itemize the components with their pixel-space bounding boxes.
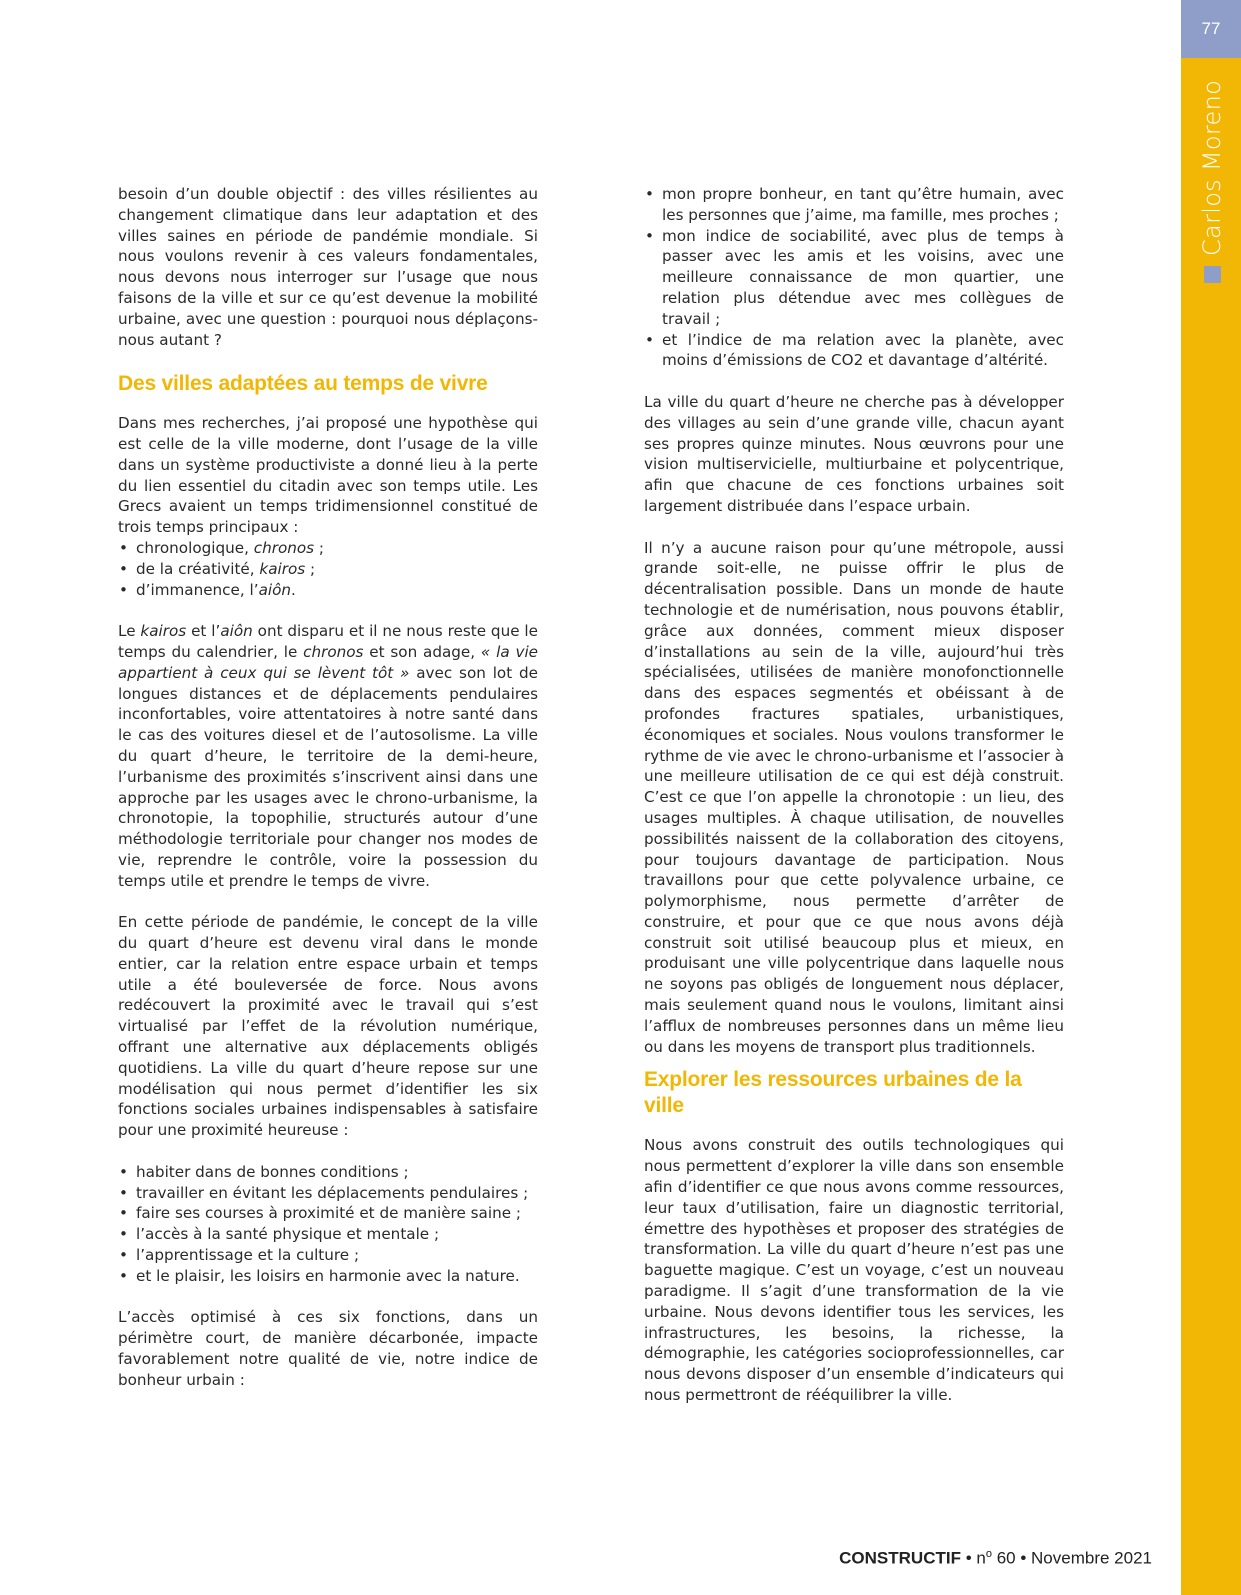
- list-item: • chronologique, chronos ;: [118, 538, 538, 559]
- list-item: • l’accès à la santé physique et mentale ;: [118, 1224, 538, 1245]
- paragraph: Dans mes recherches, j’ai proposé une hypothèse qui est celle de la ville moderne, dont l’usage de la ville dans un système productiviste a donné lieu à la perte du lien essentiel du citadin avec son temps utile. Les Grecs avaient un temps tridimensionnel constitué de trois temps principaux :: [118, 414, 538, 537]
- issue-date: Novembre 2021: [1031, 1548, 1152, 1568]
- paragraph: besoin d’un double objectif : des villes résilientes au changement climatique dans leur adaptation et des villes saines en période de pandémie mondiale. Si nous voulons revenir à ces valeurs fondamentales, nous devons nous interroger sur l’usage que nous faisons de la ville et sur ce qu’est devenue la mobilité urbaine, avec une question : pourquoi nous déplaçons-nous autant ?: [118, 185, 538, 349]
- left-column: [118, 184, 538, 1391]
- author-square-icon: [1204, 266, 1221, 283]
- functions-list: [118, 1162, 538, 1287]
- list-item: • l’apprentissage et la culture ;: [118, 1245, 538, 1266]
- author-name: Carlos Moreno: [1198, 79, 1226, 256]
- paragraph: Nous avons construit des outils technologiques qui nous permettent d’explorer la ville dans son ensemble afin d’identifier ce que nous avons comme ressources, leur taux d’utilisation, faire un diagnostic territorial, émettre des hypothèses et proposer des stratégies de transformation. La ville du quart d’heure n’est pas une baguette magique. C’est un voyage, c’est un nouveau paradigme. Il s’agit d’une transformation de la vie urbaine. Nous devons identifier tous les services, les infrastructures, les besoins, la richesse, la démographie, les catégories socioprofessionnelles, car nous devons disposer d’un ensemble d’indicateurs qui nous permettront de rééquilibrer la ville.: [644, 1136, 1064, 1405]
- list-item: • mon propre bonheur, en tant qu’être humain, avec les personnes que j’aime, ma famille, mes proches ;: [644, 184, 1064, 226]
- paragraph: L’accès optimisé à ces six fonctions, dans un périmètre court, de manière décarbonée, impacte favorablement notre qualité de vie, notre indice de bonheur urbain :: [118, 1308, 538, 1389]
- list-item: • travailler en évitant les déplacements pendulaires ;: [118, 1183, 538, 1204]
- list-item: • mon indice de sociabilité, avec plus de temps à passer avec les amis et les voisins, avec une meilleure connaissance de mon quartier, une relation plus détendue avec mes collègues de travail ;: [644, 226, 1064, 330]
- footer-credit: CONSTRUCTIF • $n^o$ 60 • Novembre 2021: [839, 1548, 1152, 1568]
- list-item: • de la créativité, kairos ;: [118, 559, 538, 580]
- list-item: • et le plaisir, les loisirs en harmonie avec la nature.: [118, 1266, 538, 1287]
- list-item: • habiter dans de bonnes conditions ;: [118, 1162, 538, 1183]
- page-number: 77: [1181, 0, 1241, 58]
- happiness-list: [644, 184, 1064, 371]
- issue-number: 60: [991, 1548, 1016, 1568]
- right-column: [644, 184, 1064, 1406]
- paragraph: Il n’y a aucune raison pour qu’une métropole, aussi grande soit-elle, ne puisse offrir le plus de décentralisation possible. Dans un monde de haute technologie et de numérisation, nous pouvons établir, grâce aux données, comment mieux disposer d’installations au sein de la ville, aujourd’hui très spécialisées, utilisées de manière monofonctionnelle dans des espaces segmentés et obéissant à de profondes fractures spatiales, urbanistiques, économiques et sociales. Nous voulons transformer le rythme de vie avec le chrono-urbanisme et l’associer à une meilleure utilisation de ce qui est déjà construit. C’est ce que l’on appelle la chronotopie : un lieu, des usages multiples. À chaque utilisation, de nouvelles possibilités naissent de la collaboration des citoyens, pour toujours davantage de participation. Nous travaillons pour que cette polyvalence urbaine, ce polymorphisme, nous permette d’arrêter de construire, et pour que ce que nous avons déjà construit soit utilisé beaucoup plus et mieux, en produisant une ville polycentrique dans laquelle nous ne soyons pas obligés de longuement nous déplacer, mais seulement quand nous le voulons, limitant ainsi l’afflux de nombreuses personnes dans un même lieu ou dans les moyens de transport plus traditionnels.: [644, 538, 1064, 1056]
- paragraph: En cette période de pandémie, le concept de la ville du quart d’heure est devenu viral dans le monde entier, car la relation entre espace urbain et temps utile a été bouleversée de force. Nous avons redécouvert la proximité avec le travail qui s’est virtualisé par l’effet de la révolution numérique, offrant une alternative aux déplacements obligés quotidiens. La ville du quart d’heure repose sur une modélisation qui nous permet d’identifier les six fonctions sociales urbaines indispensables à satisfaire pour une proximité heureuse :: [118, 913, 538, 1140]
- paragraph: La ville du quart d’heure ne cherche pas à développer des villages au sein d’une grande ville, chacun ayant ses propres quinze minutes. Nous œuvrons pour une vision multiservicielle, multiurbaine et polycentrique, afin que chacune de ces fonctions urbaines soit largement distribuée dans l’espace urbain.: [644, 392, 1064, 515]
- section-heading: Des villes adaptées au temps de vivre: [118, 372, 488, 396]
- list-item: • et l’indice de ma relation avec la planète, avec moins d’émissions de CO2 et davantage d’altérité.: [644, 330, 1064, 372]
- greek-time-list: [118, 538, 538, 600]
- list-item: • faire ses courses à proximité et de manière saine ;: [118, 1203, 538, 1224]
- author-label: [1198, 80, 1226, 283]
- magazine-name: CONSTRUCTIF: [839, 1548, 961, 1568]
- list-item: • d’immanence, l’aiôn.: [118, 580, 538, 601]
- paragraph: Le kairos et l’aiôn ont disparu et il ne nous reste que le temps du calendrier, le chronos et son adage, « la vie appartient à ceux qui se lèvent tôt » avec son lot de longues distances et de déplacements pendulaires inconfortables, voire attentatoires à notre santé dans le cas des voitures diesel et de l’autosolisme. La ville du quart d’heure, le territoire de la demi-heure, l’urbanisme des proximités s’inscrivent ainsi dans une approche par les usages avec le chrono-urbanisme, la chronotopie, la topophilie, structurés autour d’une méthodologie territoriale pour changer nos modes de vie, reprendre le contrôle, voire la possession du temps utile et prendre le temps de vivre.: [118, 622, 539, 890]
- section-heading: Explorer les ressources urbaines de la ville: [644, 1068, 1022, 1118]
